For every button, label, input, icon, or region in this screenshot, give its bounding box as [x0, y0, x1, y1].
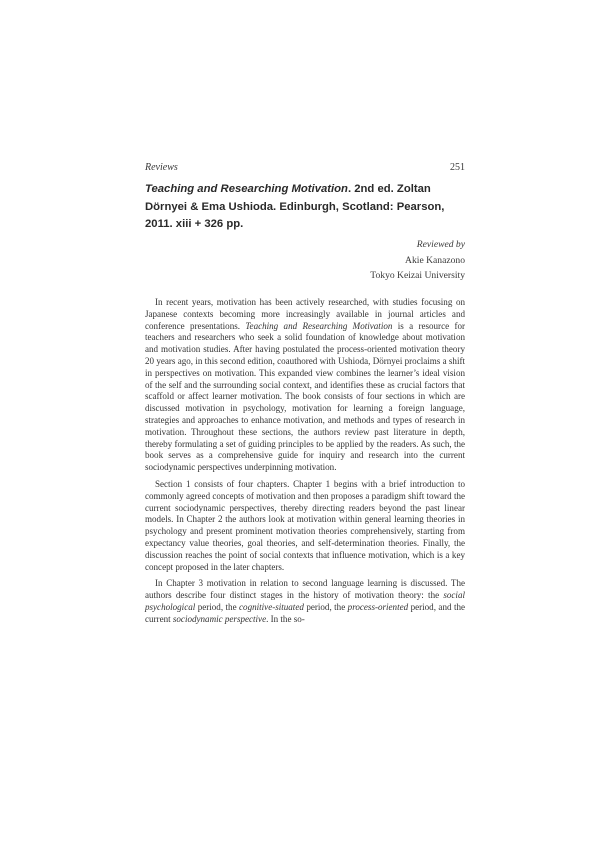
- section-name: Reviews: [145, 162, 178, 173]
- paragraph-2: Section 1 consists of four chapters. Chapter 1 begins with a brief introduction to commonly agreed concepts of motivation and then proposes a paradigm shift toward the current sociodynamic perspectives, thereby directing readers beyond the past linear models. In Chapter 2 the authors look at motivation within general learning theories in psychology and present prominent motivation theories comprehensively, starting from expectancy value theories, goal theories, and self-determination theories. Finally, the discussion reaches the point of social contexts that influence motivation, which is a key concept proposed in the later chapters.: [145, 478, 465, 572]
- reviewer-byline: [145, 237, 465, 284]
- text-run: is a resource for teachers and researchers who seek a solid foundation of knowledge about motivation and motivation studies. After having postulated the process-oriented motivation theory 20 years ago, in this second edition, coauthored with Ushioda, Dörnyei proclaims a shift in perspectives on motivation. This expanded view combines the learner’s ideal vision of the self and the surrounding social context, and identifies these as crucial factors that scaffold or affect learner motivation. The book consists of four sections in which are discussed motivation in psychology, motivation for learning a foreign language, strategies and approaches to enhance motivation, and methods and types of research in motivation. Throughout these sections, the authors review past literature in depth, thereby formulating a set of guiding principles to be applied by the readers. As such, the book serves as a comprehensive guide for inquiry and research into the current sociodynamic perspectives underpinning motivation.: [145, 320, 465, 473]
- book-title: Teaching and Researching Motivation: [145, 183, 348, 195]
- text-run: In Chapter 3 motivation in relation to second language learning is discussed. The authors describe four distinct stages in the history of motivation theory: the: [145, 578, 465, 601]
- italic-term: cognitive-situated: [239, 601, 304, 612]
- italic-term: sociodynamic perspective: [172, 613, 267, 624]
- reviewer-affiliation: Tokyo Keizai University: [370, 270, 465, 281]
- italic-book-title: Teaching and Researching Motivation: [245, 320, 393, 331]
- text-run: period, the: [195, 601, 240, 612]
- text-run: In recent years, motivation has been actively researched, with studies focusing on Japanese contexts becoming more increasingly available in journal articles and conference presentations.: [145, 297, 465, 331]
- italic-term: social psychological: [145, 590, 465, 612]
- review-title: [145, 181, 465, 234]
- paragraph-3: [145, 578, 465, 625]
- reviewer-name: Akie Kanazono: [405, 254, 465, 266]
- review-body: [145, 297, 465, 631]
- book-citation: . 2nd ed. Zoltan Dörnyei & Ema Ushioda. Edinburgh, Scotland: Pearson, 2011. xiii + 326 pp.: [145, 183, 445, 230]
- reviewed-by-label: Reviewed by: [416, 239, 465, 250]
- text-run: . In the so-: [266, 613, 305, 624]
- paragraph-1: [145, 297, 465, 474]
- text-run: period, and the current: [145, 601, 465, 624]
- text-run: period, the: [303, 601, 348, 612]
- italic-term: process-oriented: [347, 601, 409, 612]
- page-number: 251: [450, 162, 465, 173]
